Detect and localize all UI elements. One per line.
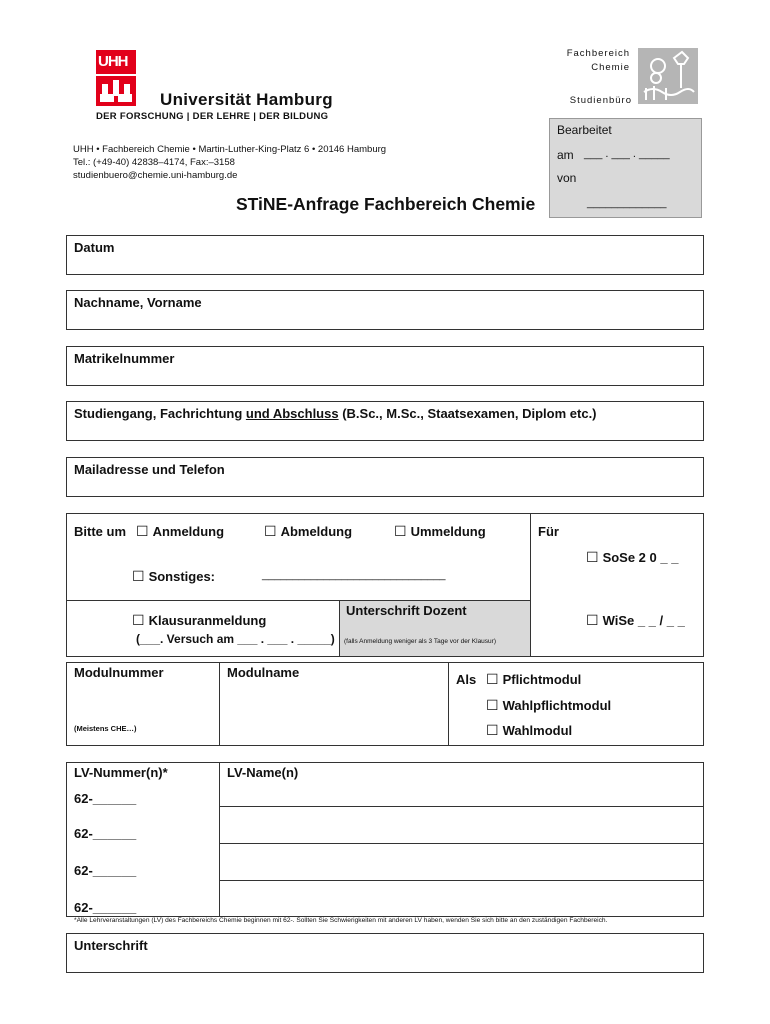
sose-label: SoSe 2 0 _ _ [602, 550, 679, 565]
sonstiges-checkbox-icon[interactable]: ☐ [132, 568, 145, 584]
sose-checkbox-icon[interactable]: ☐ [586, 549, 599, 565]
abmeldung-checkbox-icon[interactable]: ☐ [264, 523, 277, 539]
lv-name-label: LV-Name(n) [227, 765, 299, 780]
processed-am-label: am [557, 148, 574, 162]
studiengang-field[interactable] [66, 401, 704, 441]
studiengang-label [74, 406, 597, 421]
lv-row-divider-1 [219, 806, 704, 807]
wahlpflichtmodul-checkbox-icon[interactable]: ☐ [486, 697, 499, 713]
email-line: studienbuero@chemie.uni-hamburg.de [73, 170, 238, 181]
studiengang-label-b: und Abschluss [245, 406, 339, 421]
versuch-line[interactable]: (___. Versuch am ___ . ___ . _____) [136, 632, 335, 646]
datum-label: Datum [74, 240, 115, 255]
module-divider-2 [448, 662, 449, 746]
lv-number-row[interactable]: 62-______ [74, 863, 137, 878]
lv-section [66, 762, 704, 917]
module-divider-1 [219, 662, 220, 746]
wahlpflichtmodul-label: Wahlpflichtmodul [502, 698, 612, 713]
signature-label: Unterschrift [74, 938, 148, 953]
logo-text: UHH [98, 53, 128, 70]
wise-label: WiSe _ _ / _ _ [602, 613, 685, 628]
sonstiges-input-line[interactable]: ______________________________ [262, 569, 446, 581]
name-field[interactable] [66, 290, 704, 330]
sonstiges-option[interactable] [132, 568, 215, 585]
uhh-logo [96, 50, 136, 106]
ummeldung-label: Ummeldung [410, 524, 486, 539]
address-line: UHH • Fachbereich Chemie • Martin-Luther-King-Platz 6 • 20146 Hamburg [73, 144, 387, 155]
wise-checkbox-icon[interactable]: ☐ [586, 612, 599, 628]
matrikel-label: Matrikelnummer [74, 351, 175, 366]
request-vertical-divider [530, 513, 531, 657]
dept-line2: Chemie [591, 62, 630, 73]
bitte-um-label: Bitte um [74, 524, 126, 539]
castle-icon [96, 76, 136, 106]
wahlpflichtmodul-option[interactable] [486, 697, 611, 714]
office-label: Studienbüro [569, 95, 632, 106]
abmeldung-label: Abmeldung [280, 524, 353, 539]
lv-footnote: *Alle Lehrveranstaltungen (LV) des Fachbereichs Chemie beginnen mit 62-. Sollten Sie Schwierigkeiten mit anderen LV haben, wenden Sie sich bitte an den zuständigen Fachbereich. [74, 917, 608, 924]
klausur-label: Klausuranmeldung [148, 613, 267, 628]
studiengang-label-a: Studiengang, Fachrichtung [74, 406, 246, 421]
lv-number-row[interactable]: 62-______ [74, 900, 137, 915]
anmeldung-checkbox-icon[interactable]: ☐ [136, 523, 149, 539]
fuer-label: Für [538, 524, 559, 539]
modulnummer-label: Modulnummer [74, 665, 164, 680]
lv-number-row[interactable]: 62-______ [74, 791, 137, 806]
datum-field[interactable] [66, 235, 704, 275]
pflichtmodul-label: Pflichtmodul [502, 672, 582, 687]
mail-label: Mailadresse und Telefon [74, 462, 225, 477]
tagline: DER FORSCHUNG | DER LEHRE | DER BILDUNG [96, 111, 329, 122]
ummeldung-option[interactable] [394, 523, 486, 540]
processed-am-value[interactable]: ___ . ___ . _____ [584, 148, 670, 160]
abmeldung-option[interactable] [264, 523, 352, 540]
ummeldung-checkbox-icon[interactable]: ☐ [394, 523, 407, 539]
dozent-signature-label: Unterschrift Dozent [346, 603, 467, 618]
lv-number-row[interactable]: 62-______ [74, 826, 137, 841]
pflichtmodul-checkbox-icon[interactable]: ☐ [486, 671, 499, 687]
wahlmodul-label: Wahlmodul [502, 723, 573, 738]
modulname-label: Modulname [227, 665, 300, 680]
university-name: Universität Hamburg [160, 90, 333, 109]
processed-von-label: von [557, 171, 577, 185]
lv-row-divider-3 [219, 880, 704, 881]
wise-option[interactable] [586, 612, 685, 629]
lv-nummer-label: LV-Nummer(n)* [74, 765, 168, 780]
signature-field[interactable] [66, 933, 704, 973]
dept-line1: Fachbereich [566, 48, 630, 59]
dozent-note: (falls Anmeldung weniger als 3 Tage vor der Klausur) [344, 638, 496, 645]
wahlmodul-option[interactable] [486, 722, 572, 739]
klausur-checkbox-icon[interactable]: ☐ [132, 612, 145, 628]
processed-box [549, 118, 702, 218]
sonstiges-label: Sonstiges: [148, 569, 216, 584]
form-title: STiNE-Anfrage Fachbereich Chemie [236, 194, 536, 214]
anmeldung-option[interactable] [136, 523, 224, 540]
matrikel-field[interactable] [66, 346, 704, 386]
processed-von-value[interactable]: _____________ [587, 197, 667, 209]
modulnummer-hint: (Meistens CHE…) [74, 724, 137, 733]
mail-field[interactable] [66, 457, 704, 497]
lv-row-divider-2 [219, 843, 704, 844]
studiengang-label-c: (B.Sc., M.Sc., Staatsexamen, Diplom etc.) [338, 406, 597, 421]
anmeldung-label: Anmeldung [152, 524, 225, 539]
klausur-option[interactable] [132, 612, 266, 629]
pflichtmodul-option[interactable] [486, 671, 581, 688]
sose-option[interactable] [586, 549, 678, 566]
wahlmodul-checkbox-icon[interactable]: ☐ [486, 722, 499, 738]
lv-vertical-divider [219, 762, 220, 917]
als-label: Als [456, 672, 477, 687]
phone-line: Tel.: (+49-40) 42838–4174, Fax:–3158 [73, 157, 235, 168]
name-label: Nachname, Vorname [74, 295, 202, 310]
processed-title: Bearbeitet [557, 123, 612, 137]
department-emblem-icon [638, 48, 698, 104]
